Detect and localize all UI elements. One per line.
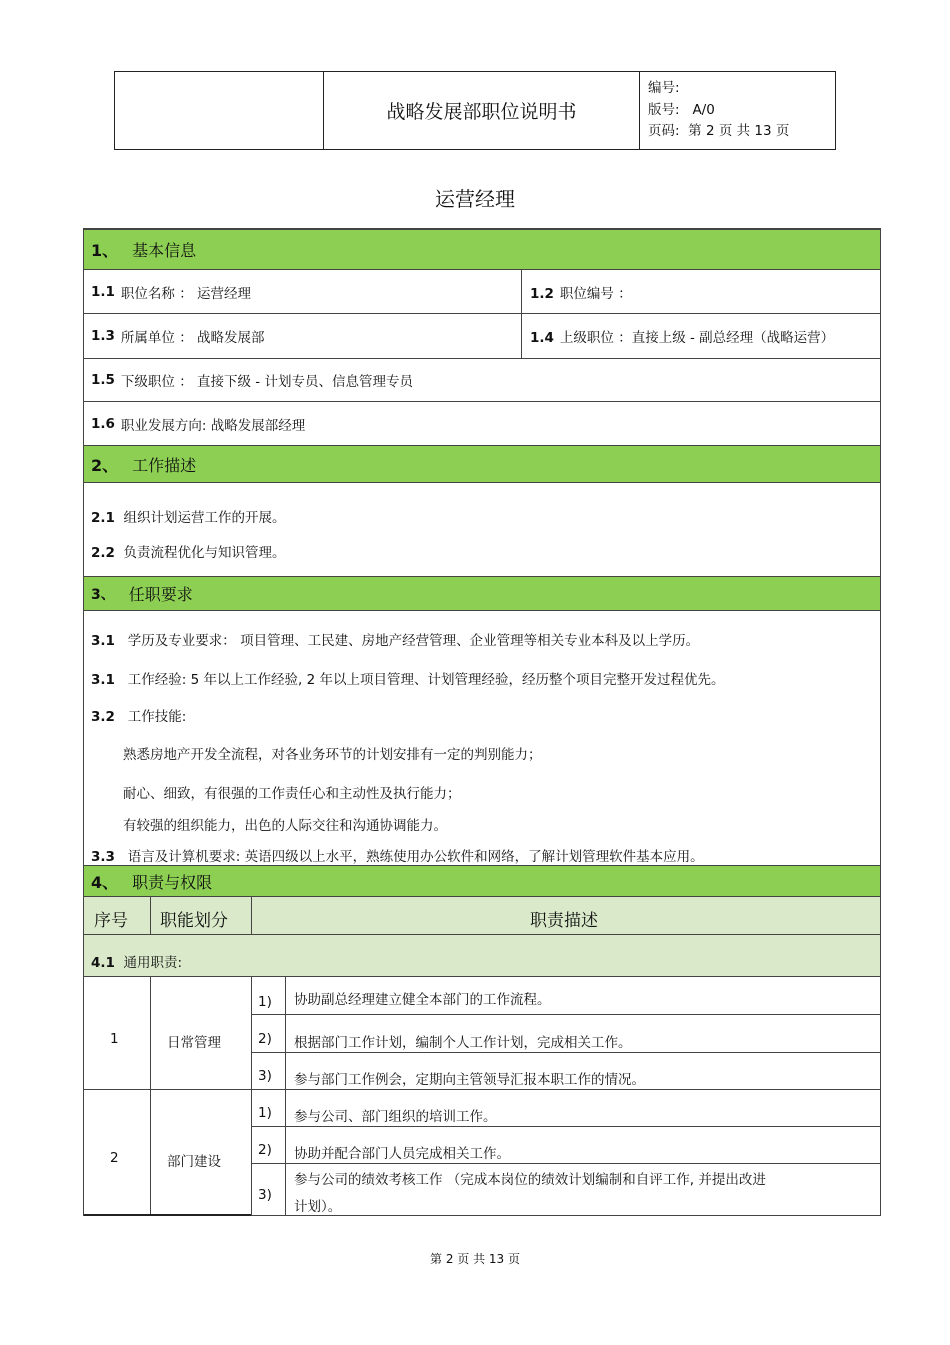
- skill-2: 耐心、细致，有很强的工作责任心和主动性及执行能力；: [123, 786, 461, 802]
- section-3-title: 任职要求: [128, 585, 193, 604]
- version-value: A/0: [692, 101, 715, 118]
- group-divider-3: [285, 977, 286, 1215]
- row-1-3: [84, 314, 880, 359]
- item-3-1a-number: 3.1: [91, 633, 115, 649]
- cell-divider: [521, 270, 522, 359]
- row-1-5: [84, 359, 880, 402]
- group-1-item-3-number: 3): [258, 1068, 272, 1084]
- row-1-4-number: 1.4: [530, 330, 554, 346]
- general-duties-number: 4.1: [91, 955, 115, 971]
- row-1-5-number: 1.5: [91, 372, 115, 388]
- item-3-3-number: 3.3: [91, 849, 115, 865]
- group-2-line-2: [251, 1163, 880, 1164]
- group-1-seq: 1: [110, 1031, 119, 1047]
- item-3-2: [91, 705, 186, 725]
- item-3-1a: [91, 629, 699, 649]
- group-separator: [84, 1089, 880, 1090]
- item-2-2-number: 2.2: [91, 545, 115, 561]
- item-3-2-number: 3.2: [91, 709, 115, 725]
- item-2-2: [91, 541, 286, 561]
- group-2-item-3-text: 参与公司的绩效考核工作 （完成本岗位的绩效计划编制和自评工作, 并提出改进: [294, 1172, 766, 1188]
- section-2-number: 2、: [91, 455, 119, 475]
- group-divider-1: [150, 977, 151, 1215]
- position-title: 运营经理: [435, 187, 515, 211]
- row-1-5-text: 下级职位 ： 直接下级 - 计划专员、信息管理专员: [120, 374, 413, 390]
- section-4-title: 职责与权限: [132, 872, 213, 892]
- skill-3: 有较强的组织能力，出色的人际交往和沟通协调能力。: [123, 818, 447, 834]
- group-1-line-1: [251, 1014, 880, 1015]
- version-row: [648, 100, 789, 122]
- logo-cell: [115, 72, 324, 149]
- row-1-1-number: 1.1: [91, 283, 115, 300]
- item-3-1b-number: 3.1: [91, 672, 115, 688]
- row-1-1: [84, 270, 880, 314]
- group-1-item-2-number: 2): [258, 1031, 272, 1047]
- group-1-item-3-text: 参与部门工作例会，定期向主管领导汇报本职工作的情况。: [294, 1072, 645, 1088]
- item-2-1-text: 组织计划运营工作的开展。: [123, 510, 286, 526]
- general-duties-label: [91, 951, 182, 971]
- document-header: [114, 71, 836, 150]
- row-1-3-number: 1.3: [91, 328, 115, 344]
- group-2-item-1-text: 参与公司、部门组织的培训工作。: [294, 1109, 497, 1125]
- item-2-2-text: 负责流程优化与知识管理。: [123, 545, 286, 561]
- section-1-number: 1、: [91, 241, 119, 260]
- group-2-func: 部门建设: [167, 1154, 221, 1170]
- item-3-3: [91, 845, 704, 865]
- group-2-seq: 2: [110, 1150, 119, 1166]
- group-1-item-1-text: 协助副总经理建立健全本部门的工作流程。: [294, 992, 551, 1008]
- row-1-4-text: 上级职位 ：直接上级 - 副总经理（战略运营）: [559, 330, 835, 346]
- col-func: 职能划分: [160, 911, 228, 931]
- item-2-1: [91, 506, 286, 526]
- item-3-1b-text: 工作经验: 5 年以上工作经验, 2 年以上项目管理、计划管理经验，经历整个项目完整开发过程优先。: [127, 672, 725, 688]
- col-seq: 序号: [94, 911, 128, 931]
- row-1-2-number: 1.2: [530, 285, 554, 302]
- section-4-header: [84, 865, 880, 897]
- col-desc: 职责描述: [530, 911, 598, 931]
- general-duties-row: [84, 935, 880, 977]
- section-3-number: 3、: [91, 586, 115, 603]
- page-row: [648, 121, 789, 143]
- group-1-item-1-number: 1): [258, 994, 272, 1010]
- section-2-header: [84, 445, 880, 483]
- section-4-number: 4、: [91, 872, 119, 892]
- item-3-1a-text: 学历及专业要求： 项目管理、工民建、房地产经营管理、企业管理等相关专业本科及以上学历。: [127, 633, 700, 649]
- group-2-item-3-text-cont: 计划）。: [294, 1199, 342, 1215]
- row-1-2-cell: [530, 282, 632, 302]
- group-divider-2: [251, 977, 252, 1215]
- section-1-header: [84, 229, 880, 270]
- group-2-line-1: [251, 1126, 880, 1127]
- group-1-item-2-text: 根据部门工作计划，编制个人工作计划，完成相关工作。: [294, 1035, 632, 1051]
- group-2-item-2-text: 协助并配合部门人员完成相关工作。: [294, 1146, 510, 1162]
- row-1-6-text: 职业发展方向: 战略发展部经理: [120, 417, 306, 434]
- page-value: 第 2 页 共 13 页: [688, 123, 790, 139]
- row-1-1-text: 职位名称 ： 运营经理: [120, 285, 252, 302]
- code-label: 编号:: [648, 80, 680, 96]
- row-1-4-cell: [530, 326, 834, 346]
- row-1-6: [84, 402, 880, 445]
- row-1-6-number: 1.6: [91, 415, 115, 432]
- group-2-item-1-number: 1): [258, 1105, 272, 1121]
- item-2-1-number: 2.1: [91, 510, 115, 526]
- section-3-header: [84, 576, 880, 611]
- header-divider-1: [150, 897, 151, 935]
- general-duties-text: 通用职责:: [123, 955, 183, 971]
- header-divider-2: [251, 897, 252, 935]
- page-label: 页码:: [648, 123, 680, 139]
- row-1-2-text: 职位编号 ：: [559, 285, 632, 302]
- version-label: 版号:: [648, 101, 680, 118]
- item-3-2-text: 工作技能:: [127, 709, 187, 725]
- item-3-1b: [91, 668, 724, 688]
- document-meta: [648, 78, 789, 143]
- skill-1: 熟悉房地产开发全流程，对各业务环节的计划安排有一定的判别能力；: [123, 747, 542, 763]
- section-1-title: 基本信息: [132, 241, 197, 260]
- group-2-item-3-number: 3): [258, 1187, 272, 1203]
- group-1-line-2: [251, 1052, 880, 1053]
- row-1-3-text: 所属单位 ： 战略发展部: [120, 330, 265, 346]
- group-1-func: 日常管理: [167, 1035, 221, 1051]
- document-title: 战略发展部职位说明书: [324, 72, 640, 149]
- group-2-item-2-number: 2): [258, 1142, 272, 1158]
- item-3-3-text: 语言及计算机要求: 英语四级以上水平，熟练使用办公软件和网络，了解计划管理软件基本应用。: [127, 849, 704, 865]
- section-2-title: 工作描述: [132, 455, 197, 475]
- table-bottom-edge: [84, 1214, 251, 1216]
- page-footer: 第 2 页 共 13 页: [430, 1252, 520, 1266]
